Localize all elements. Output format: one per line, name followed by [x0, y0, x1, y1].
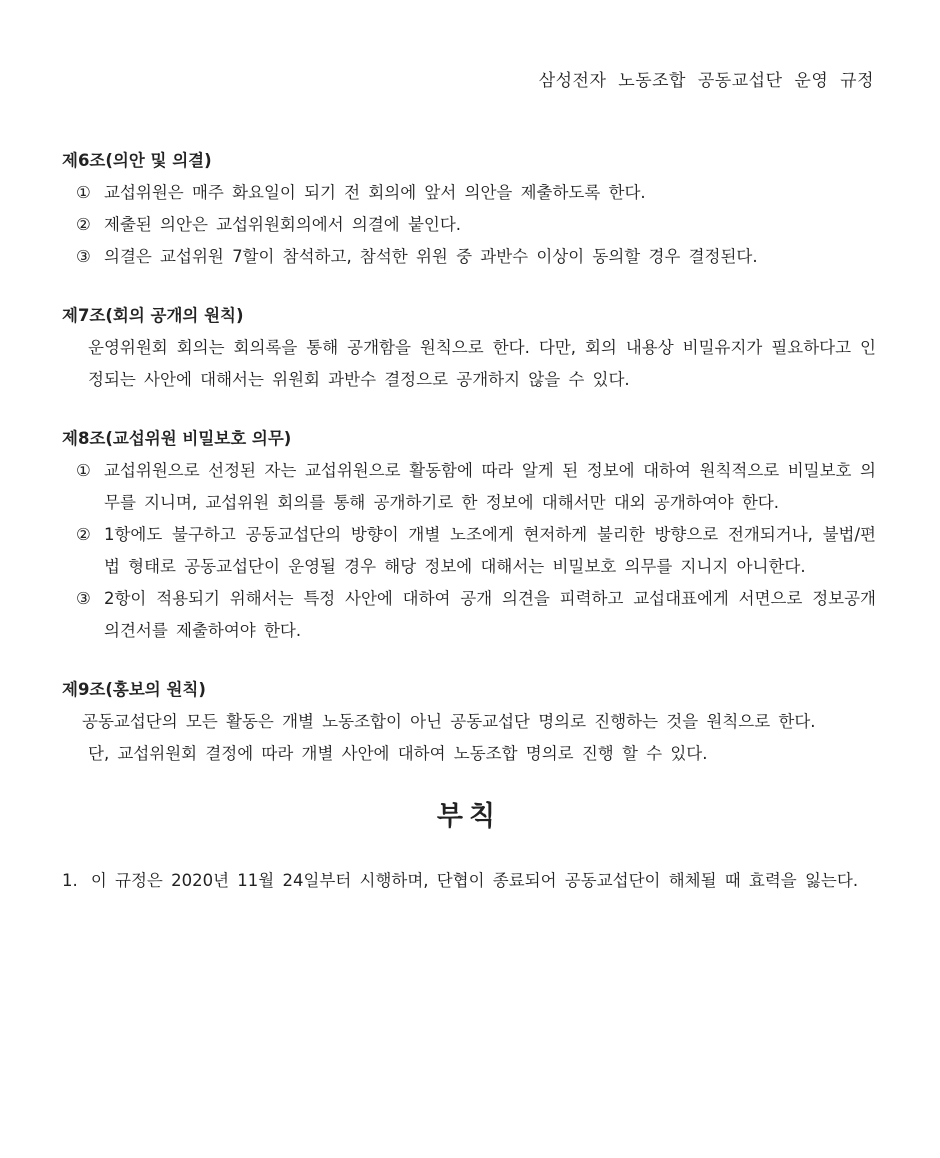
clause-item	[76, 583, 876, 647]
clause-number: ③	[76, 589, 91, 608]
article-title: 제8조(교섭위원 비밀보호 의무)	[62, 429, 292, 448]
clause-number: ②	[76, 525, 91, 544]
clause-number: ③	[76, 247, 91, 266]
article-9	[62, 674, 876, 770]
article-title: 제7조(회의 공개의 원칙)	[62, 306, 244, 325]
clause-text: 교섭위원은 매주 화요일이 되기 전 회의에 앞서 의안을 제출하도록 한다.	[104, 183, 646, 202]
article-8	[62, 423, 876, 647]
article-text: 운영위원회 회의는 회의록을 통해 공개함을 원칙으로 한다. 다만, 회의 내용상 비밀유지가 필요하다고 인정되는 사안에 대해서는 위원회 과반수 결정으로 공개하지 않을 수 있다.	[88, 338, 876, 389]
clause-number: ②	[76, 215, 91, 234]
clause-text: 2항이 적용되기 위해서는 특정 사안에 대하여 공개 의견을 피력하고 교섭대표에게 서면으로 정보공개 의견서를 제출하여야 한다.	[104, 589, 876, 640]
appendix-number: 1.	[62, 871, 78, 890]
article-text: 단, 교섭위원회 결정에 따라 개별 사안에 대하여 노동조합 명의로 진행 할 수 있다.	[88, 744, 708, 763]
clause-item	[76, 519, 876, 583]
clause-text: 의결은 교섭위원 7할이 참석하고, 참석한 위원 중 과반수 이상이 동의할 경우 결정된다.	[104, 247, 758, 266]
clause-item	[76, 177, 876, 209]
article-6	[62, 145, 876, 273]
clause-item	[76, 455, 876, 519]
clause-text: 제출된 의안은 교섭위원회의에서 의결에 붙인다.	[104, 215, 462, 234]
article-text: 공동교섭단의 모든 활동은 개별 노동조합이 아닌 공동교섭단 명의로 진행하는 것을 원칙으로 한다.	[82, 712, 816, 731]
clause-text: 1항에도 불구하고 공동교섭단의 방향이 개별 노조에게 현저하게 불리한 방향으로 전개되거나, 불법/편법 형태로 공동교섭단이 운영될 경우 해당 정보에 대해서는 비밀보호 의무를 지니지 아니한다.	[104, 525, 876, 576]
appendix-title: 부칙	[436, 801, 502, 832]
clause-text: 교섭위원으로 선정된 자는 교섭위원으로 활동함에 따라 알게 된 정보에 대하여 원칙적으로 비밀보호 의무를 지니며, 교섭위원 회의를 통해 공개하기로 한 정보에 대해서만 대외 공개하여야 한다.	[104, 461, 876, 512]
article-title: 제9조(홍보의 원칙)	[62, 680, 206, 699]
article-7	[62, 300, 876, 396]
document-body	[62, 145, 876, 897]
appendix-text: 이 규정은 2020년 11월 24일부터 시행하며, 단협이 종료되어 공동교섭단이 해체될 때 효력을 잃는다.	[90, 871, 859, 890]
clause-number: ①	[76, 461, 91, 480]
appendix-item	[62, 865, 876, 897]
article-title: 제6조(의안 및 의결)	[62, 151, 212, 170]
clause-item	[76, 209, 876, 241]
clause-number: ①	[76, 183, 91, 202]
document-header: 삼성전자 노동조합 공동교섭단 운영 규정	[538, 71, 874, 91]
clause-item	[76, 241, 876, 273]
